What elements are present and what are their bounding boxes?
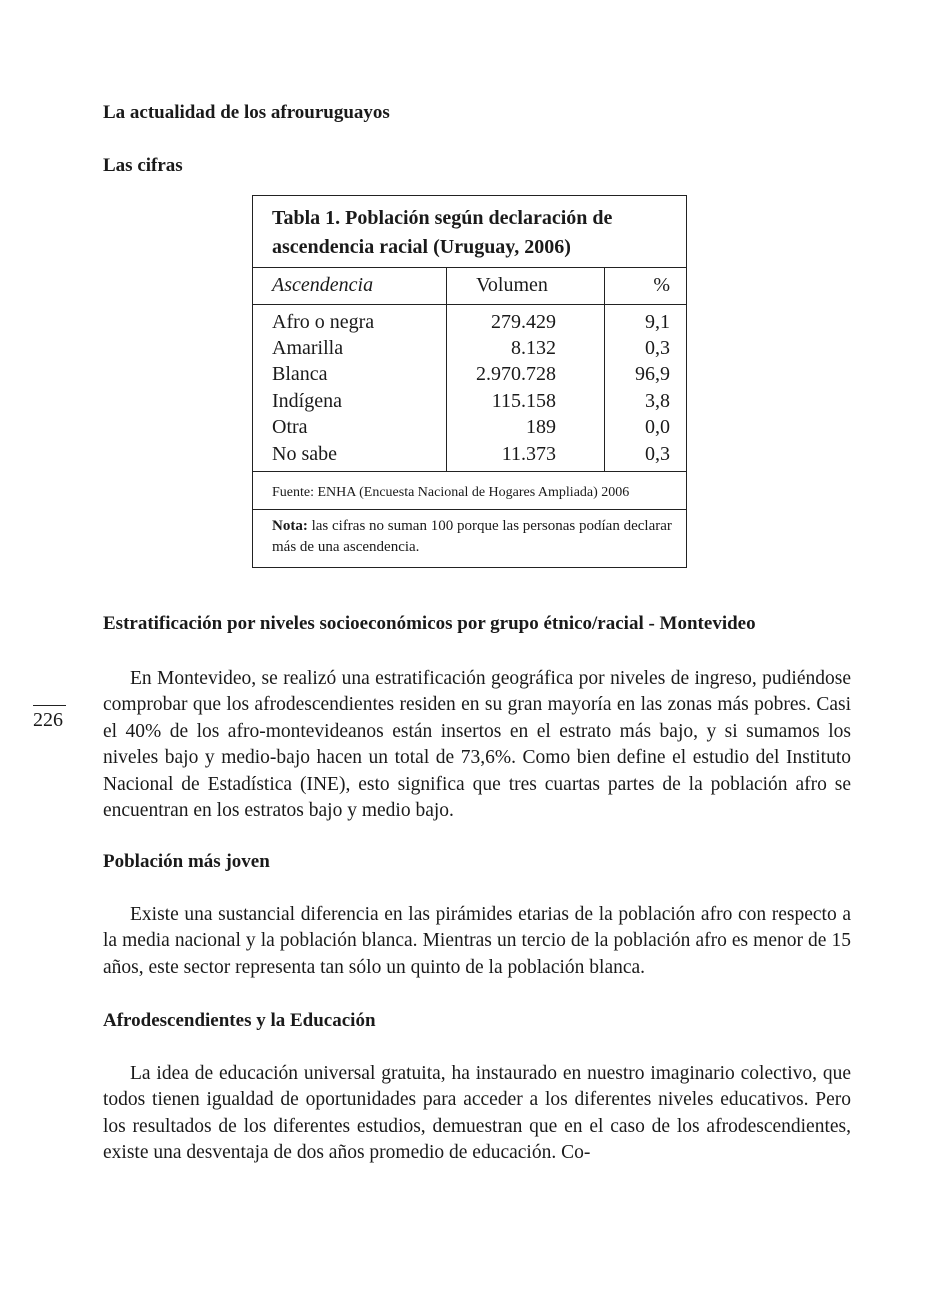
page-number-rule <box>33 705 66 706</box>
row-pct: 9,1 <box>645 311 670 333</box>
table-divider <box>253 267 686 268</box>
page-number: 226 <box>33 709 63 731</box>
row-pct: 96,9 <box>635 363 670 385</box>
section-heading-poblacion-joven: Población más joven <box>103 851 270 872</box>
table-row <box>253 309 686 335</box>
table-divider <box>253 471 686 472</box>
table-source: Fuente: ENHA (Encuesta Nacional de Hogares Ampliada) 2006 <box>272 485 630 500</box>
column-header-ascendencia: Ascendencia <box>272 274 374 296</box>
column-header-pct: % <box>653 274 670 296</box>
paragraph-educacion: La idea de educación universal gratuita, ha instaurado en nuestro imaginario colectivo, que todos tienen igualdad de oportunidades para acceder a los diferentes niveles educativos. Pero los resultados de los diferentes estudios, demuestran que en el caso de los afrodescendientes, existe una desventaja de dos años promedio de educación. Co- <box>103 1063 851 1164</box>
table-divider <box>253 304 686 305</box>
row-label: Indígena <box>272 390 342 412</box>
paragraph-estratificacion: En Montevideo, se realizó una estratificación geográfica por niveles de ingreso, pudiéndose comprobar que los afrodescendientes residen en su gran mayoría en las zonas más pobres. Casi el 40% de los afro-montevideanos están insertos en el estrato más bajo, y si sumamos los niveles bajo y medio-bajo hacen un total de 73,6%. Como bien define el estudio del Instituto Nacional de Estadística (INE), esto significa que tres cuartas partes de la población afro se encuentran en los estratos bajo y medio bajo. <box>103 668 851 822</box>
row-volume: 279.429 <box>491 311 556 333</box>
section-heading-cifras: Las cifras <box>103 155 183 176</box>
row-pct: 3,8 <box>645 390 670 412</box>
row-volume: 11.373 <box>501 443 556 465</box>
table-row <box>253 361 686 387</box>
table-title: Tabla 1. Población según declaración de ascendencia racial (Uruguay, 2006) <box>272 207 613 258</box>
row-volume: 8.132 <box>511 337 556 359</box>
section-heading-estratificacion: Estratificación por niveles socioeconómicos por grupo étnico/racial - Montevideo <box>103 613 756 634</box>
table-row <box>253 335 686 361</box>
table-row <box>253 414 686 440</box>
row-label: Afro o negra <box>272 311 375 333</box>
section-heading-actualidad: La actualidad de los afrouruguayos <box>103 102 390 123</box>
table-row <box>253 441 686 467</box>
row-label: Otra <box>272 416 308 438</box>
paragraph-poblacion-joven: Existe una sustancial diferencia en las pirámides etarias de la población afro con respecto a la media nacional y la población blanca. Mientras un tercio de la población afro es menor de 15 años, este sector representa tan sólo un quinto de la población blanca. <box>103 904 851 978</box>
row-pct: 0,3 <box>645 443 670 465</box>
row-pct: 0,0 <box>645 416 670 438</box>
table-note <box>272 516 682 558</box>
note-text: las cifras no suman 100 porque las personas podían declarar más de una ascendencia. <box>272 518 672 555</box>
table-row <box>253 388 686 414</box>
note-label: Nota: <box>272 518 308 534</box>
row-label: No sabe <box>272 443 337 465</box>
row-volume: 115.158 <box>491 390 556 412</box>
column-header-volumen: Volumen <box>476 274 548 296</box>
row-label: Amarilla <box>272 337 344 359</box>
section-heading-educacion: Afrodescendientes y la Educación <box>103 1010 376 1031</box>
row-volume: 2.970.728 <box>476 363 556 385</box>
population-table <box>252 195 687 568</box>
row-label: Blanca <box>272 363 328 385</box>
table-divider <box>253 509 686 510</box>
row-pct: 0,3 <box>645 337 670 359</box>
row-volume: 189 <box>526 416 556 438</box>
